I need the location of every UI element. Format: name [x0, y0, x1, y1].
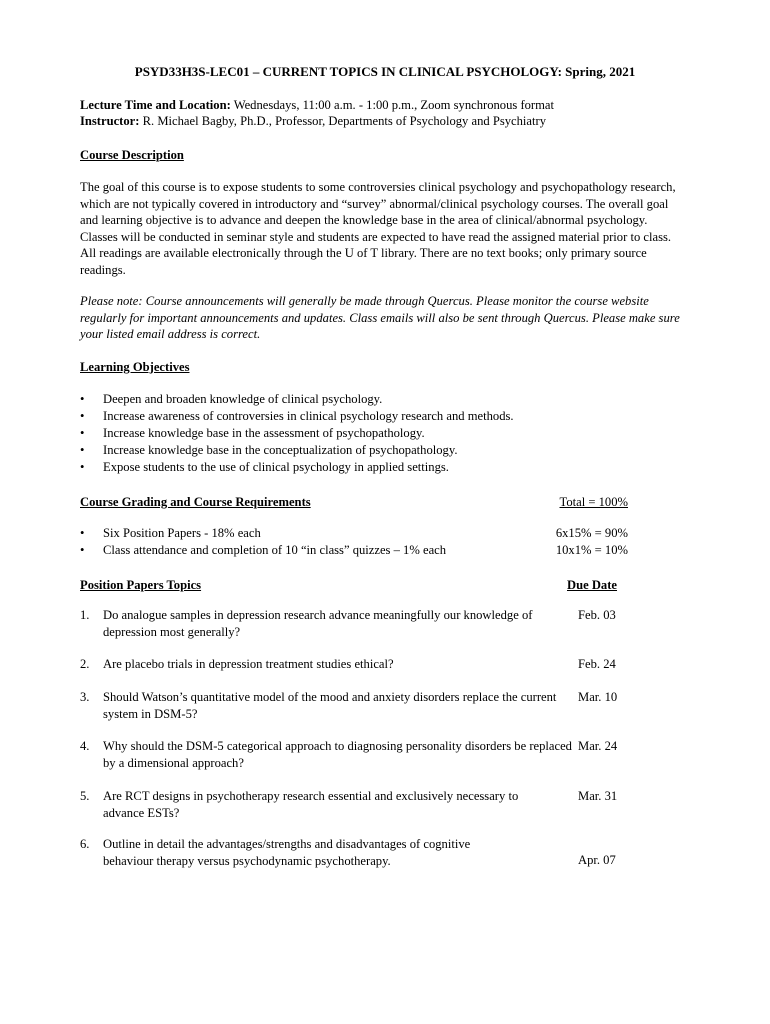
- topic-due-date: Feb. 24: [578, 657, 616, 671]
- instructor-line: [80, 113, 546, 130]
- course-description-heading: Course Description: [80, 148, 184, 162]
- learning-objectives-heading: Learning Objectives: [80, 360, 190, 374]
- instructor-value: R. Michael Bagby, Ph.D., Professor, Departments of Psychology and Psychiatry: [139, 114, 546, 128]
- topic-row: [80, 656, 580, 673]
- topic-row: [80, 836, 520, 869]
- topic-number: 1.: [80, 608, 90, 622]
- due-date-heading: Due Date: [567, 578, 618, 592]
- topic-row: [80, 738, 575, 771]
- lecture-line: [80, 97, 554, 114]
- list-item: • Deepen and broaden knowledge of clinical psychology.: [80, 391, 640, 408]
- topic-text: Should Watson’s quantitative model of the mood and anxiety disorders replace the current system in DSM-5?: [103, 690, 557, 721]
- grading-total: Total = 100%: [559, 495, 628, 509]
- topic-number: 6.: [80, 837, 90, 851]
- topic-row: [80, 689, 580, 722]
- topic-number: 4.: [80, 739, 90, 753]
- course-announcement-note: Please note: Course announcements will generally be made through Quercus. Please monitor the course website regularly for important announcements and updates. Class emails will also be sent through Quercus. Please make sure your listed email address is correct.: [80, 294, 680, 342]
- topic-due-date: Feb. 03: [578, 608, 616, 622]
- topic-number: 5.: [80, 789, 90, 803]
- topic-text: Outline in detail the advantages/strengths and disadvantages of cognitive behaviour therapy versus psychodynamic psychotherapy.: [103, 837, 471, 868]
- topic-due-date: Mar. 31: [578, 789, 618, 803]
- list-item: • Six Position Papers - 18% each: [80, 525, 640, 542]
- position-papers-heading: Position Papers Topics: [80, 578, 202, 592]
- lecture-label: Lecture Time and Location:: [80, 98, 231, 112]
- topic-row: [80, 788, 555, 821]
- topic-number: 2.: [80, 657, 90, 671]
- topic-text: Are placebo trials in depression treatment studies ethical?: [103, 657, 394, 671]
- topic-text: Do analogue samples in depression research advance meaningfully our knowledge of depression most generally?: [103, 608, 533, 639]
- list-item: • Increase awareness of controversies in clinical psychology research and methods.: [80, 408, 640, 425]
- grading-heading: Course Grading and Course Requirements: [80, 495, 311, 509]
- topic-text: Are RCT designs in psychotherapy research essential and exclusively necessary to advance ESTs?: [103, 789, 519, 820]
- topic-text: Why should the DSM-5 categorical approach to diagnosing personality disorders be replaced by a dimensional approach?: [103, 739, 572, 770]
- learning-objectives-list: [80, 391, 640, 476]
- grading-calc: 10x1% = 10%: [555, 543, 628, 557]
- instructor-label: Instructor:: [80, 114, 140, 128]
- list-item: • Increase knowledge base in the assessment of psychopathology.: [80, 425, 640, 442]
- topic-due-date: Mar. 24: [578, 739, 618, 753]
- list-item: • Expose students to the use of clinical psychology in applied settings.: [80, 459, 640, 476]
- topic-due-date: Mar. 10: [578, 690, 618, 704]
- lecture-value: Wednesdays, 11:00 a.m. - 1:00 p.m., Zoom synchronous format: [230, 98, 555, 112]
- course-description-body: The goal of this course is to expose students to some controversies clinical psychology and psychopathology research, which are not typically covered in introductory and “survey” abnormal/clinical psychology courses. The overall goal and learning objective is to advance and deepen the knowledge base in the area of clinical/abnormal psychology. Classes will be conducted in seminar style and students are expected to have read the assigned material prior to class. All readings are available electronically through the U of T library. There are no text books; only primary source readings.: [80, 180, 676, 277]
- topic-number: 3.: [80, 690, 90, 704]
- grading-calc: 6x15% = 90%: [555, 526, 628, 540]
- topic-due-date: Apr. 07: [578, 853, 616, 867]
- list-item: • Increase knowledge base in the conceptualization of psychopathology.: [80, 442, 640, 459]
- topic-row: [80, 607, 580, 640]
- list-item: • Class attendance and completion of 10 “in class” quizzes – 1% each: [80, 542, 640, 559]
- page-title: PSYD33H3S-LEC01 – CURRENT TOPICS IN CLINICAL PSYCHOLOGY: Spring, 2021: [134, 64, 636, 79]
